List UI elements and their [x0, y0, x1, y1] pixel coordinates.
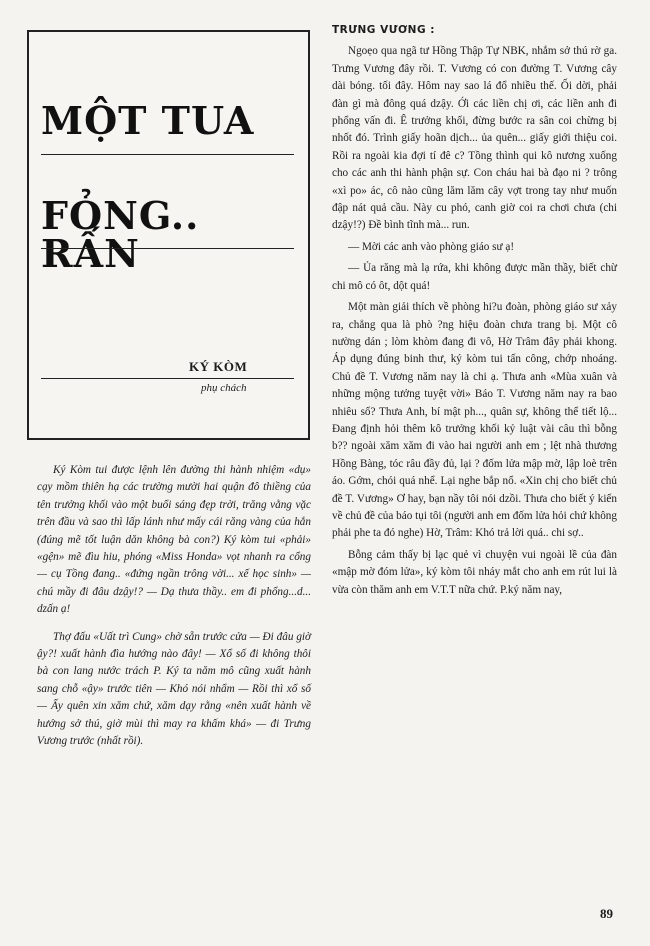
- right-paragraph: Ngoẹo qua ngã tư Hồng Thập Tự NBK, nhắm sở thú rờ ga. Trưng Vương đây rồi. T. Vương có con đường T. Vương cây dài bóng. tối đây. Hôm nay sao lá đổ nhiều thế. Ối dời, phải đàn gì mà đông quá dzậy. Ới các liền chị ơi, các liền anh đi phổng vấn đi. Ê trưởng khối, đừng bước ra sân coi chừng bị nhốt đó. Trình giấy hoãn dịch... ủa quên... giấy giới thiệu coi. Rồi ra ngoài kia đợi tí đê c? Tồng thình qui kô nương xuống cho các anh thi hành phận sự. Con cháu hai bà đạo ni ? trông «xì po» ác, cô nào cũng lăm lăm cây vợt trong tay như muốn đập nát quả cầu. Này cu phó, canh giờ coi ra chơi chưa (chi dzậy!?) Đề bình tĩnh mà... run.: [332, 45, 617, 232]
- right-paragraph: — Mời các anh vào phòng giáo sư ạ!: [348, 240, 515, 253]
- left-paragraph: Thợ đấu «Uất trì Cung» chờ sẵn trước cửa — Đi đâu giờ ậy?! xuất hành đìa hướng nào đây! — Xổ số đi không thôi bà con lang nước trách P. Ký ta năm mô cũng xuất hành sang chỗ «ậy» trước tiên — Khó nói nhẩm — Rồi thì xổ số — Ấy quên xin xăm chứ, xăm dạy rằng «nên xuất hành về hướng sở thú, giờ mùi thì may ra khấm khá» — đi Trưng Vương trước (nhất rồi).: [37, 630, 311, 748]
- author-rule: [41, 378, 294, 379]
- right-paragraph: — Ủa răng mà lạ rứa, khi không được mần thầy, biết chừ chi mô có ôt, dột quá!: [332, 262, 617, 292]
- title-line-1: MỘT TUA: [41, 98, 255, 143]
- right-paragraph: Một màn giải thích về phòng hi?u đoàn, phòng giáo sư xảy ra, chẳng qua là phò ?ng hiệu đoàn chưa trang bị. Một cô nường dán ; lòm khòm đang đi vô, Hờ Trâm đây phải khong. Áp dụng đúng binh thư, ký kòm tui tấn công, chớp nhoáng. Chủ đề T. Vương năm nay là chi ạ. Thưa anh «Mùa xuân và những mộng tưởng tuyệt vời» Báo T. Vương năm nay ra bao nhiêu số? Thưa Anh, bí mật ph..., quân sự, không thể tiết lộ... Đang định hỏi thêm kô trưởng khối kỷ luật vài câu thì bỗng b?? ngoài xăm xăm đi vào hai người anh em ; lệt nhà thương Hồng Bàng, tóc râu đầy đủ, lại ? đốm lửa mập mờ, lập loè trên áo. Gớm, chói quá nhể. Lại nghe bắp nổ. «Xin chị cho biết chủ đề T. Vương» Ơ hay, bạn nầy tôi nói dzồi. Thưa cho biết ý kiến về chủ đề của báo tụi tôi (người anh em đốm lửa hỏi chứ không phải phe ta đó nghe) Hờ, Trâm: Khó trả lời quá.. chi sợ..: [332, 301, 617, 540]
- right-paragraph: Bỗng cảm thấy bị lạc quẻ vì chuyện vui ngoài lề của đàn «mập mờ đóm lửa», ký kòm tôi nháy mắt cho anh em rút lui là vừa còn thăm anh em V.T.T nữa chứ. P.ký năm nay,: [332, 548, 617, 596]
- right-column: [332, 22, 617, 603]
- title-rule-2: [41, 248, 294, 249]
- section-heading: TRƯNG VƯƠNG :: [332, 24, 435, 36]
- title-line-2: FỎNG.. RẤN: [41, 193, 200, 276]
- page-number: 89: [600, 906, 613, 921]
- title-box: [27, 30, 310, 440]
- left-column: [37, 462, 311, 761]
- author-name: KÝ KÒM: [189, 359, 248, 374]
- author-role: phụ chách: [201, 382, 247, 394]
- left-paragraph: Ký Kòm tui được lệnh lên đường thi hành nhiệm «dụ» cạy mồm thiên hạ các trường mười hai quận đô thiềng của tên trưởng khối vào một buổi sáng đẹp trời, trăng vằng vặc trên đầu và sao thì lấp lánh như mấy cái răng vàng của hắn (đúng mẽ tốt luận dăn không bà con?) Ký kòm tui «phải» «gện» mẽ đìu hiu, phóng «Miss Honda» vọt nhanh ra cổng — cụ Tồng đang.. «đứng ngần trông vời... xế học sinh» — chú mầy đi đâu dzậy!? — Dạ thưa thầy.. em đi phổng...d... dzấn ạ!: [37, 464, 311, 616]
- title-rule-1: [41, 154, 294, 155]
